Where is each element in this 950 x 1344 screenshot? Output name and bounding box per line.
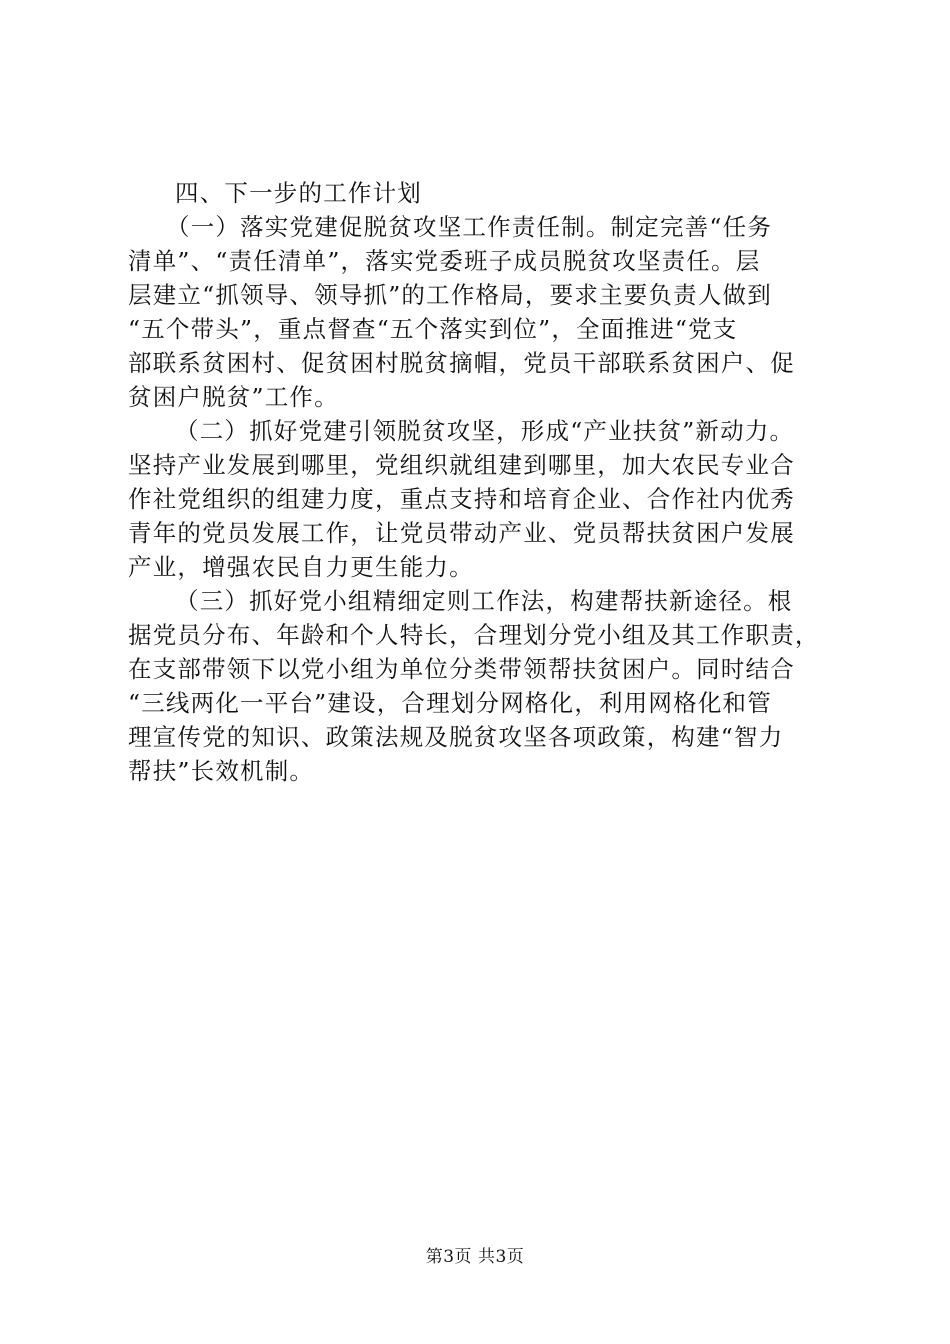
- paragraph-line: “五个带头”，重点督查“五个落实到位”，全面推进“党支: [128, 315, 738, 343]
- paragraph-line: 部联系贫困村、促贫困村脱贫摘帽，党员干部联系贫困户、促: [128, 349, 795, 377]
- paragraph-line: 清单”、“责任清单”，落实党委班子成员脱贫攻坚责任。层: [128, 247, 761, 275]
- paragraph-line: “三线两化一平台”建设，合理划分网格化，利用网格化和管: [128, 689, 772, 717]
- paragraph-line: 理宣传党的知识、政策法规及脱贫攻坚各项政策，构建“智力: [128, 723, 784, 751]
- paragraph-line: 层建立“抓领导、领导抓”的工作格局，要求主要负责人做到: [128, 281, 772, 309]
- paragraph-line: 帮扶”长效机制。: [128, 757, 315, 785]
- paragraph-line: 贫困户脱贫”工作。: [128, 383, 339, 411]
- paragraph-1: [128, 210, 828, 414]
- paragraph-line: 作社党组织的组建力度，重点支持和培育企业、合作社内优秀: [128, 485, 795, 513]
- paragraph-line: 在支部带领下以党小组为单位分类带领帮扶贫困户。同时结合: [128, 655, 795, 683]
- page-number-footer: 第3页 共3页: [425, 1247, 525, 1267]
- paragraph-2: [128, 414, 828, 584]
- paragraph-line: （二）抓好党建引领脱贫攻坚，形成“产业扶贫”新动力。: [175, 417, 795, 445]
- paragraph-line: 青年的党员发展工作，让党员带动产业、党员帮扶贫困户发展: [128, 519, 795, 547]
- paragraph-3: [128, 584, 828, 788]
- paragraph-line: 坚持产业发展到哪里，党组织就组建到哪里，加大农民专业合: [128, 451, 795, 479]
- section-heading: 四、下一步的工作计划: [175, 179, 422, 207]
- paragraph-line: 产业，增强农民自力更生能力。: [128, 553, 474, 581]
- document-body: [128, 176, 828, 788]
- paragraph-line: 据党员分布、年龄和个人特长，合理划分党小组及其工作职责，: [128, 621, 820, 649]
- paragraph-line: （三）抓好党小组精细定则工作法，构建帮扶新途径。根: [175, 587, 793, 615]
- paragraph-line: （一）落实党建促脱贫攻坚工作责任制。制定完善“任务: [166, 213, 773, 241]
